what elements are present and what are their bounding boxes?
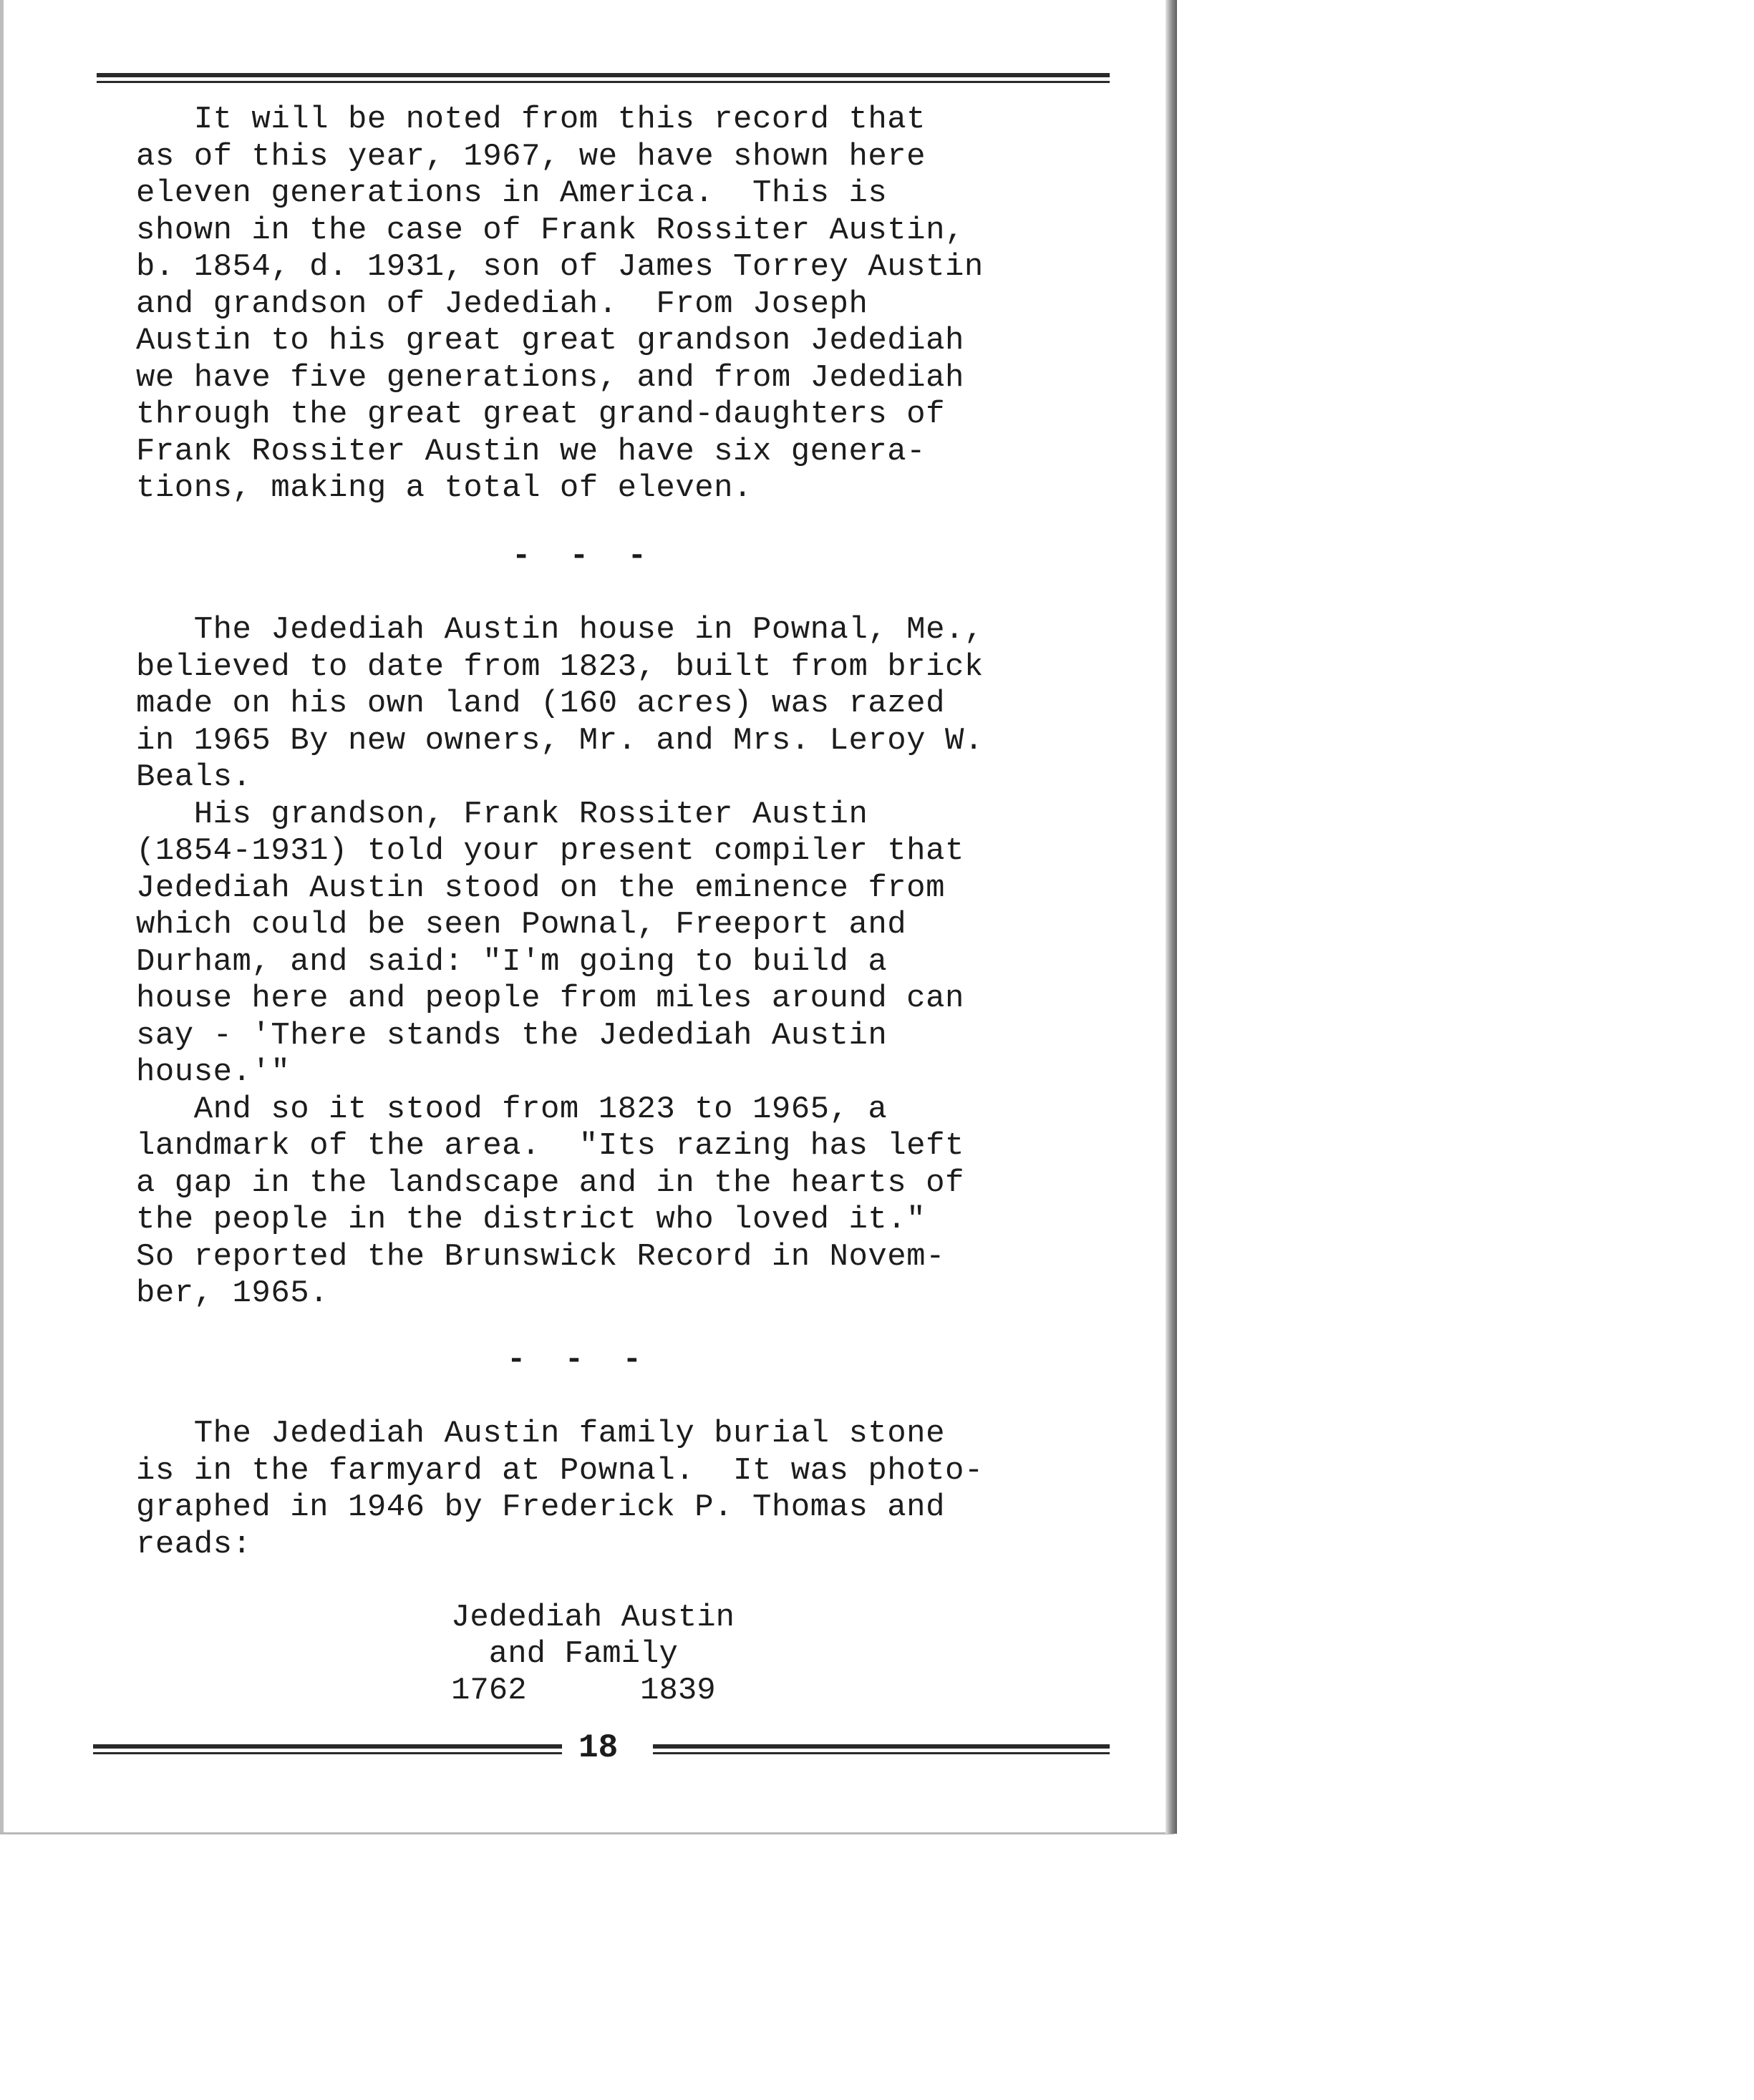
- page-binding-shadow: [1166, 0, 1177, 1834]
- header-double-rule: [97, 73, 1110, 83]
- paragraph-generations: It will be noted from this record that as of this year, 1967, we have shown here eleven generations in America. This is shown in the case of Frank Rossiter Austin, b. 1854, d. 1931, son of James Torrey Austin and grandson of Jedediah. From Joseph Austin to his great great grandson Jedediah we have five generations, and from Jedediah through the great great grand-daughters of Frank Rossiter Austin we have six genera- tions, making a total of eleven.: [136, 102, 984, 506]
- paragraph-burial-stone: The Jedediah Austin family burial stone is in the farmyard at Pownal. It was photo- graphed in 1946 by Frederick P. Thomas and reads:: [136, 1416, 984, 1562]
- section-separator: - - -: [512, 538, 657, 574]
- page-number: 18: [578, 1729, 619, 1766]
- footer-double-rule-right: [653, 1744, 1110, 1754]
- paragraph-austin-house: The Jedediah Austin house in Pownal, Me., believed to date from 1823, built from brick made on his own land (160 acres) was razed in 1965 By new owners, Mr. and Mrs. Leroy W. Beals. His grandson, Frank Rossiter Austin (1854-1931) told your present compiler that Jedediah Austin stood on the eminence from which could be seen Pownal, Freeport and Durham, and said: "I'm going to build a house here and people from miles around can say - 'There stands the Jedediah Austin house.'" And so it stood from 1823 to 1965, a landmark of the area. "Its razing has left a gap in the landscape and in the hearts of the people in the district who loved it." So reported the Brunswick Record in Novem- ber, 1965.: [136, 612, 984, 1311]
- stone-inscription: Jedediah Austin and Family 1762 1839: [451, 1600, 735, 1708]
- page-left-edge: [0, 0, 4, 1832]
- section-separator: - - -: [507, 1342, 652, 1378]
- footer-double-rule-left: [93, 1744, 562, 1754]
